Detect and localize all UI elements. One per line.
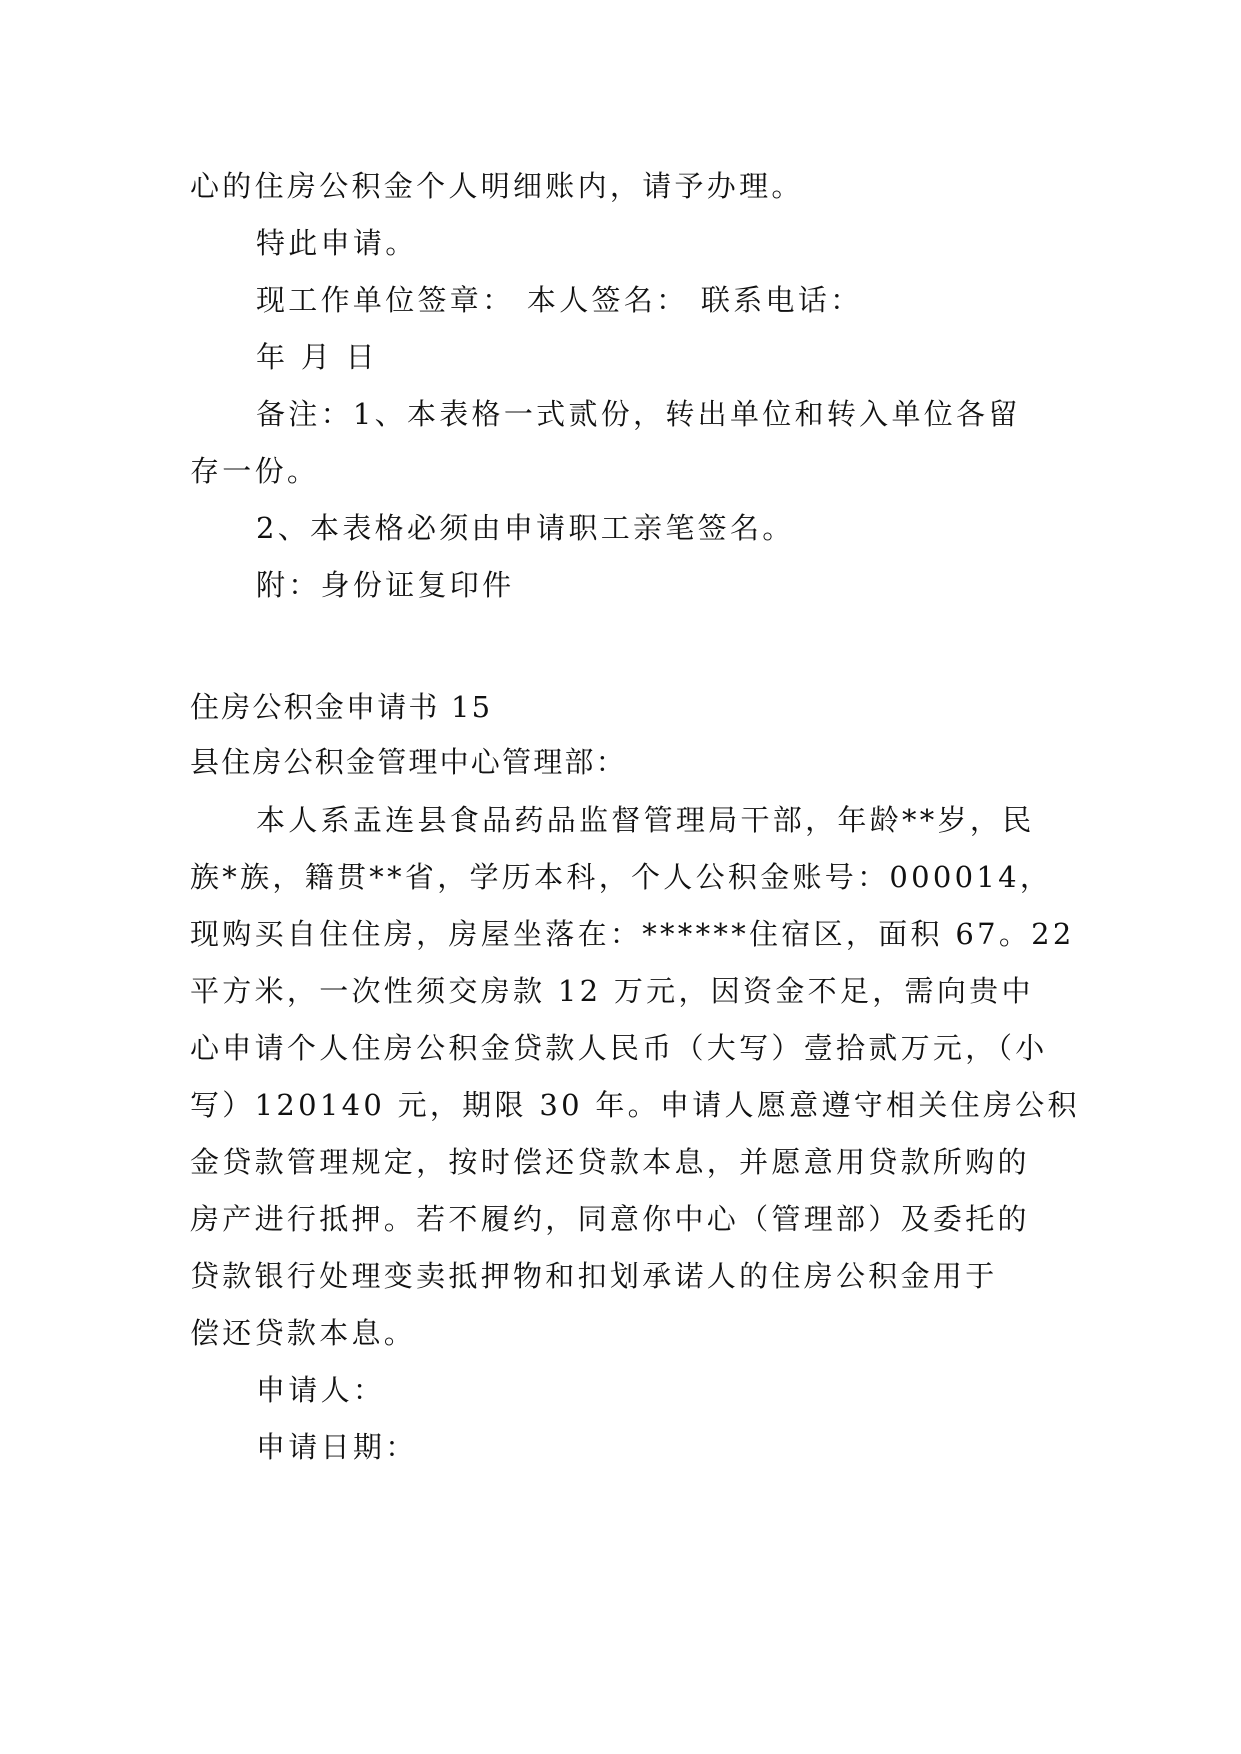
body-line: 平方米，一次性须交房款 12 万元，因资金不足，需向贵中 xyxy=(190,974,1034,1008)
body-line: 写）120140 元，期限 30 年。申请人愿意遵守相关住房公积 xyxy=(190,1088,1080,1122)
attachment-line: 附：身份证复印件 xyxy=(256,568,515,602)
applicant-label: 申请人： xyxy=(256,1373,386,1407)
body-line: 偿还贷款本息。 xyxy=(190,1316,417,1350)
date-line: 年 月 日 xyxy=(256,340,378,374)
signature-line: 现工作单位签章： 本人签名： 联系电话： xyxy=(256,283,863,317)
body-line: 族*族，籍贯**省，学历本科，个人公积金账号：000014， xyxy=(190,860,1053,894)
note-line-1: 备注：1、本表格一式贰份，转出单位和转入单位各留 xyxy=(256,397,1021,431)
body-line: 房产进行抵押。若不履约，同意你中心（管理部）及委托的 xyxy=(190,1202,1030,1236)
body-line: 现购买自住住房，房屋坐落在：******住宿区，面积 67。22 xyxy=(190,917,1075,951)
closing-phrase: 特此申请。 xyxy=(256,226,418,260)
paragraph-continuation: 心的住房公积金个人明细账内，请予办理。 xyxy=(190,169,804,203)
note-line-2: 2、本表格必须由申请职工亲笔签名。 xyxy=(256,511,795,545)
body-line: 心申请个人住房公积金贷款人民币（大写）壹拾贰万元，（小 xyxy=(190,1031,1048,1065)
body-line: 贷款银行处理变卖抵押物和扣划承诺人的住房公积金用于 xyxy=(190,1259,998,1293)
note-line-1-cont: 存一份。 xyxy=(190,454,320,488)
body-line: 本人系盂连县食品药品监督管理局干部，年龄**岁，民 xyxy=(256,803,1035,837)
recipient-line: 县住房公积金管理中心管理部： xyxy=(190,745,627,779)
application-date-label: 申请日期： xyxy=(256,1430,418,1464)
section-title: 住房公积金申请书 15 xyxy=(190,690,493,724)
body-line: 金贷款管理规定，按时偿还贷款本息，并愿意用贷款所购的 xyxy=(190,1145,1030,1179)
